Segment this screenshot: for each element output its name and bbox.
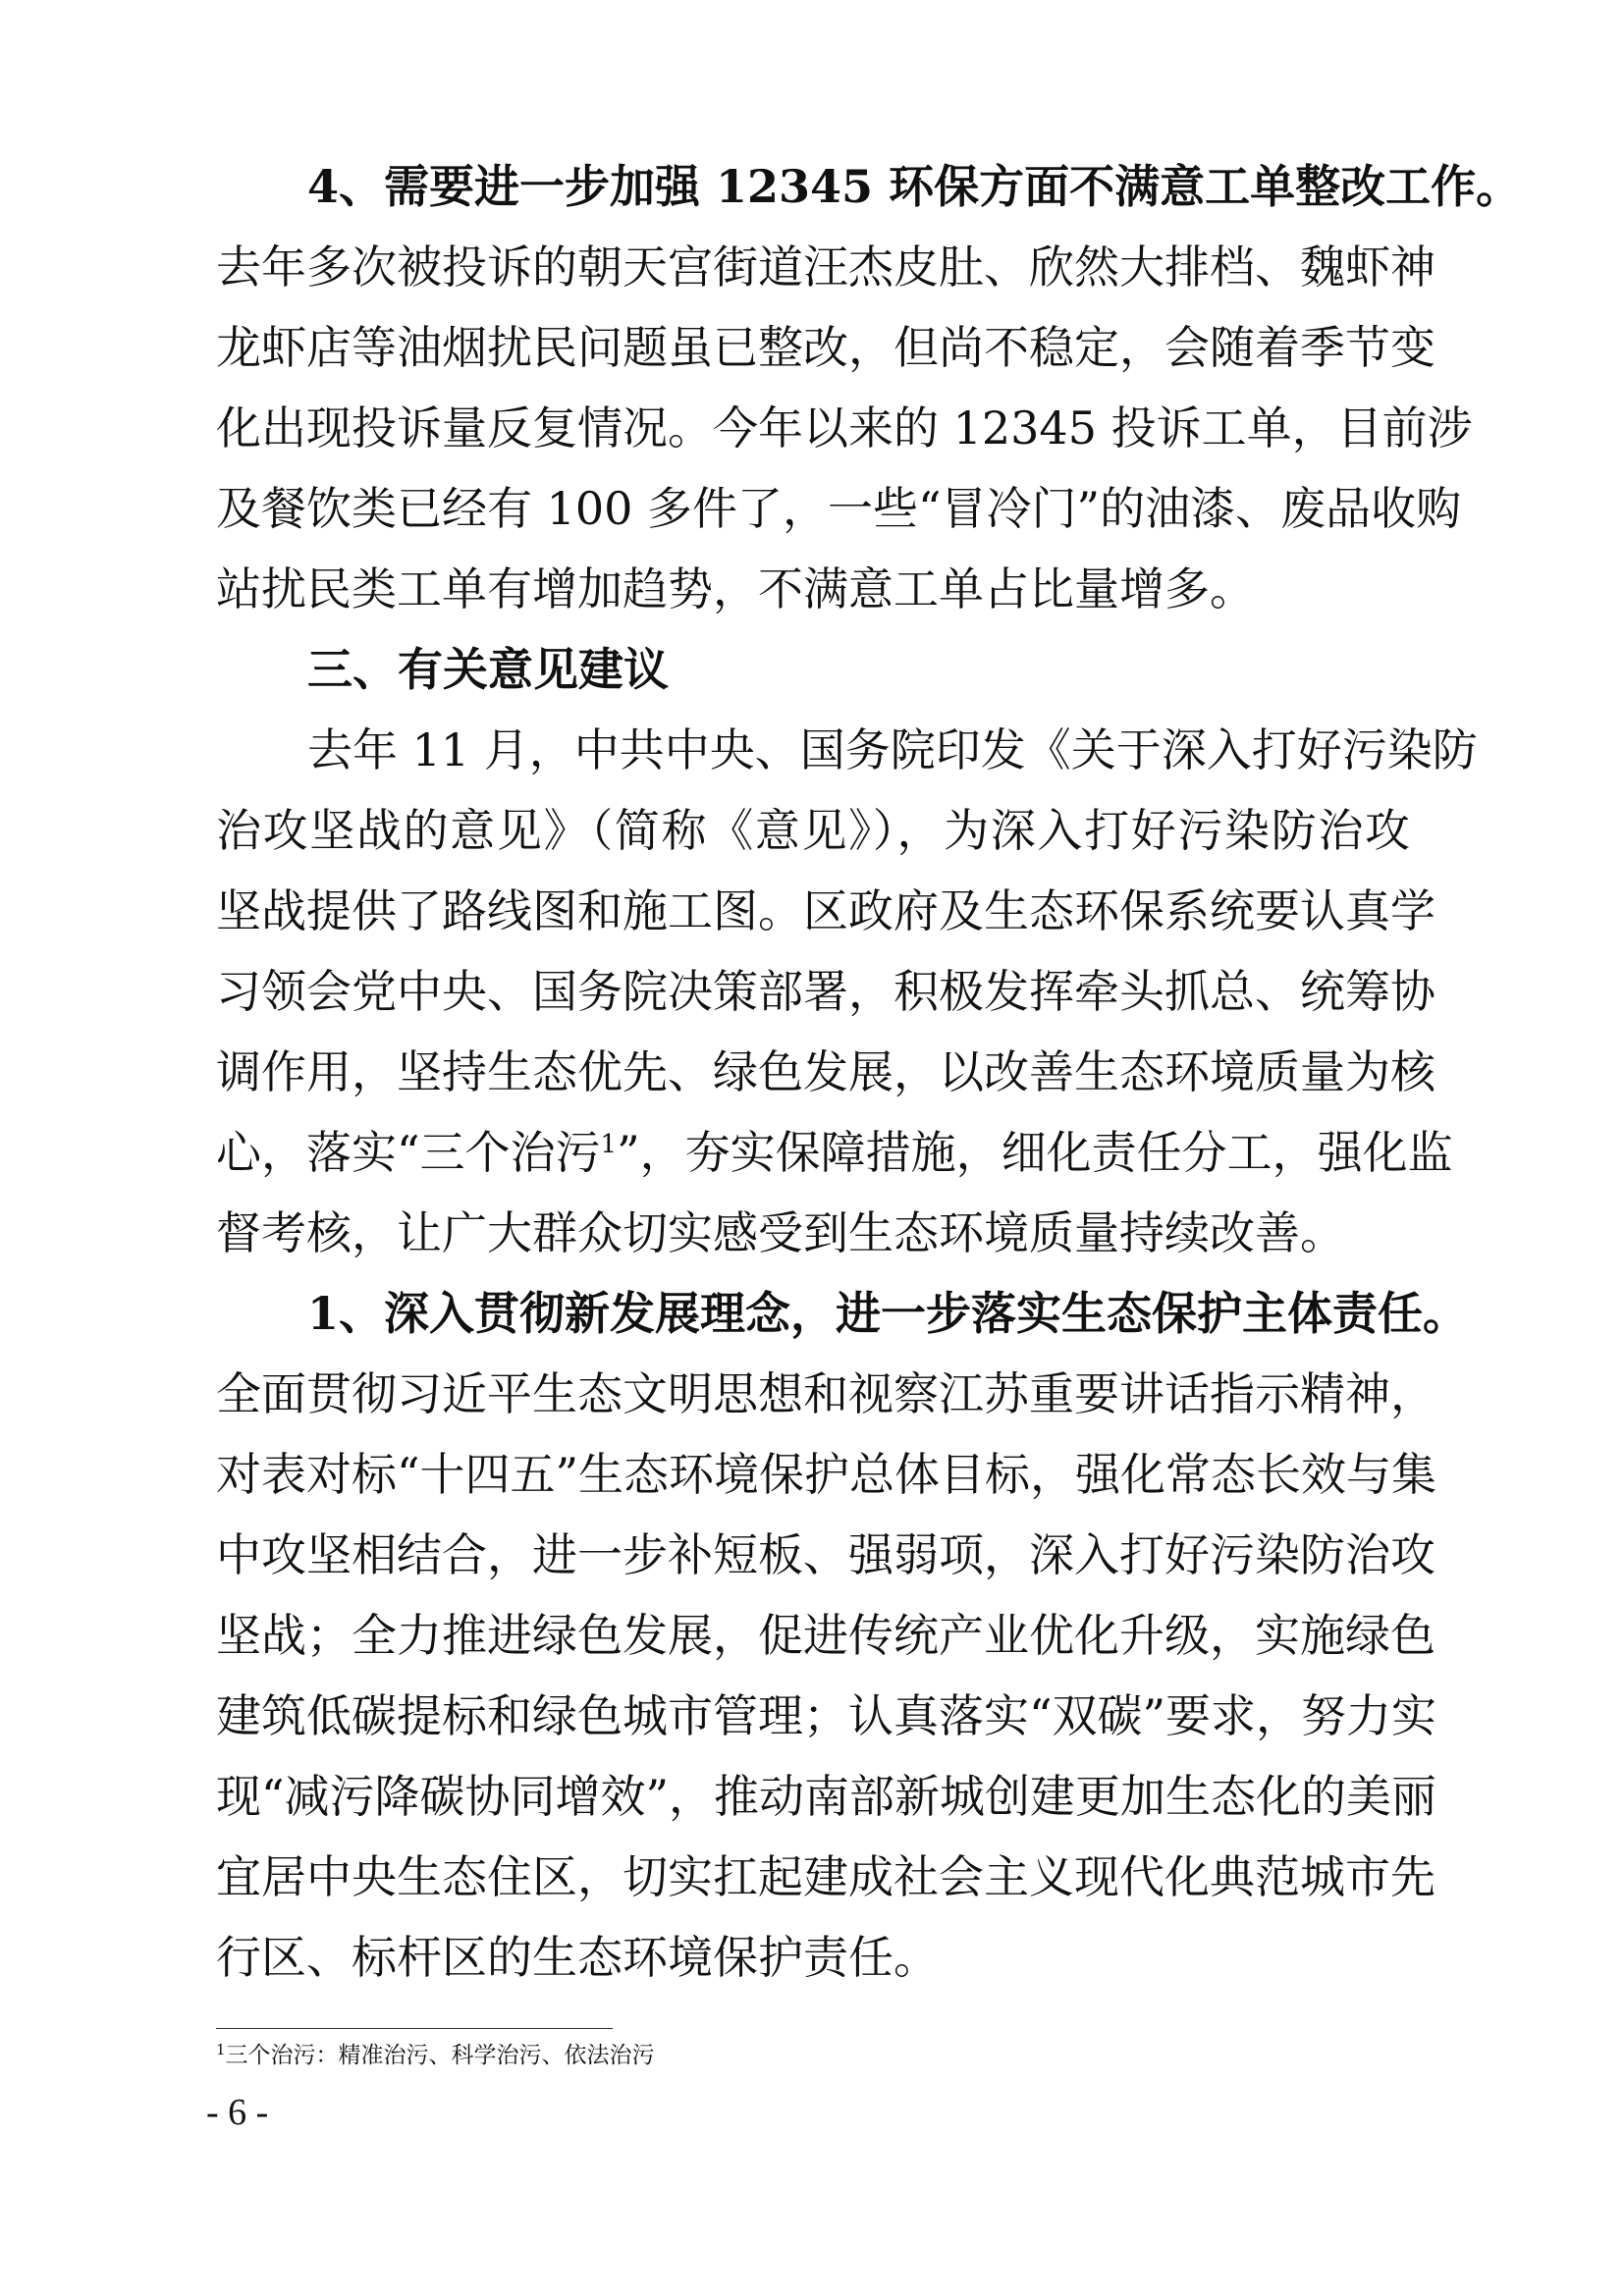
page-number: - 6 - xyxy=(206,2092,269,2133)
section-3-line-6-part-2: ”，夯实保障措施，细化责任分工，强化监 xyxy=(617,1126,1453,1179)
item-1-line-8: 行区、标杆区的生态环境保护责任。 xyxy=(216,1931,939,1984)
section-3-line-4: 习领会党中央、国务院决策部署，积极发挥牵头抓总、统筹协 xyxy=(216,965,1435,1018)
paragraph-4-line-3: 化出现投诉量反复情况。今年以来的 12345 投诉工单，目前涉 xyxy=(216,401,1473,454)
item-1-line-2: 对表对标“十四五”生态环境保护总体目标，强化常态长效与集 xyxy=(216,1448,1437,1501)
item-1-line-5: 建筑低碳提标和绿色城市管理；认真落实“双碳”要求，努力实 xyxy=(216,1689,1437,1742)
item-1-heading: 1、深入贯彻新发展理念，进一步落实生态保护主体责任。 xyxy=(307,1287,1469,1340)
footnote-reference: 1 xyxy=(600,1130,618,1159)
section-3-heading: 三、有关意见建议 xyxy=(307,643,669,696)
paragraph-4-line-5: 站扰民类工单有增加趋势，不满意工单占比量增多。 xyxy=(216,562,1255,615)
footnote-separator xyxy=(216,2028,613,2029)
section-3-line-6 xyxy=(216,1108,1453,1197)
section-3-line-3: 坚战提供了路线图和施工图。区政府及生态环保系统要认真学 xyxy=(216,884,1435,937)
paragraph-4-line-4: 及餐饮类已经有 100 多件了，一些“冒冷门”的油漆、废品收购 xyxy=(216,482,1462,535)
paragraph-4-heading: 4、需要进一步加强 12345 环保方面不满意工单整改工作。 xyxy=(307,160,1522,213)
paragraph-4-line-1: 去年多次被投诉的朝天宫街道汪杰皮肚、欣然大排档、魏虾神 xyxy=(216,240,1435,294)
item-1-line-7: 宜居中央生态住区，切实扛起建成社会主义现代化典范城市先 xyxy=(216,1850,1435,1903)
section-3-line-7: 督考核，让广大群众切实感受到生态环境质量持续改善。 xyxy=(216,1206,1345,1259)
section-3-line-5: 调作用，坚持生态优先、绿色发展，以改善生态环境质量为核 xyxy=(216,1045,1435,1098)
footnote-mark: 1 xyxy=(216,2041,226,2058)
section-3-line-2: 治攻坚战的意见》（简称《意见》），为深入打好污染防治攻 xyxy=(216,804,1410,857)
item-1-line-4: 坚战；全力推进绿色发展，促进传统产业优化升级，实施绿色 xyxy=(216,1609,1435,1662)
item-1-line-3: 中攻坚相结合，进一步补短板、强弱项，深入打好污染防治攻 xyxy=(216,1528,1435,1581)
item-1-line-6: 现“减污降碳协同增效”，推动南部新城创建更加生态化的美丽 xyxy=(216,1770,1437,1823)
section-3-line-6-part-1: 心，落实“三个治污 xyxy=(216,1126,601,1179)
footnote xyxy=(216,2040,655,2071)
item-1-line-1: 全面贯彻习近平生态文明思想和视察江苏重要讲话指示精神， xyxy=(216,1367,1435,1420)
footnote-text: 三个治污：精准治污、科学治污、依法治污 xyxy=(225,2043,655,2068)
section-3-line-1: 去年 11 月，中共中央、国务院印发《关于深入打好污染防 xyxy=(307,723,1478,776)
paragraph-4-line-2: 龙虾店等油烟扰民问题虽已整改，但尚不稳定，会随着季节变 xyxy=(216,321,1435,374)
